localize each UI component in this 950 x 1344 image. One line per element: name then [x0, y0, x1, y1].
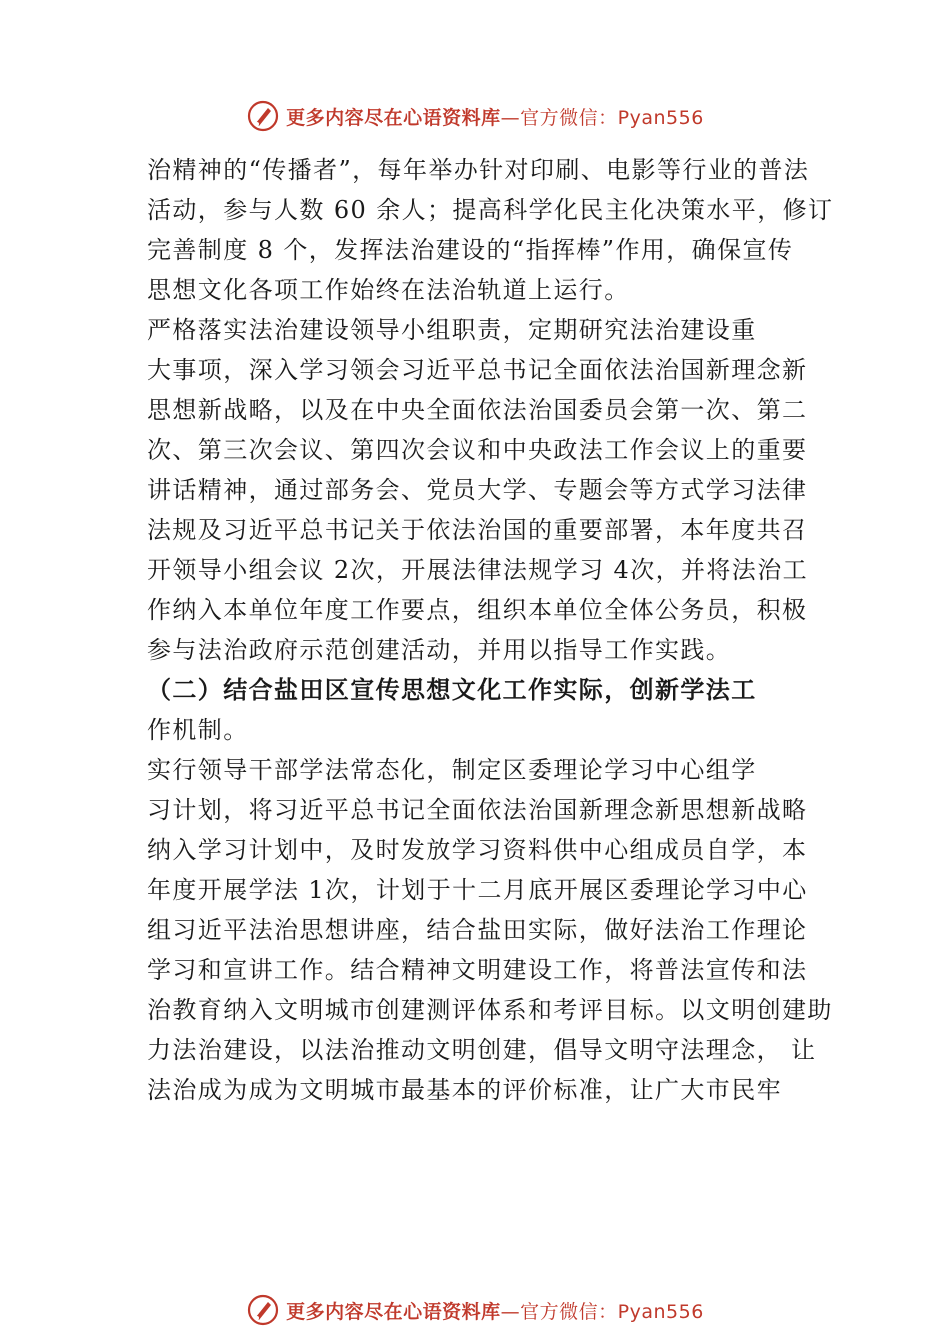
body-line: 完善制度 8 个，发挥法治建设的“指挥棒”作用，确保宣传 [147, 236, 794, 264]
body-line: 参与法治政府示范创建活动，并用以指导工作实践。 [147, 636, 732, 664]
body-line: 力法治建设，以法治推动文明创建，倡导文明守法理念， 让 [147, 1036, 817, 1064]
footer-banner [0, 1290, 950, 1330]
body-line: 习计划，将习近平总书记全面依法治国新理念新思想新战略 [147, 796, 808, 824]
body-line: 法规及习近平总书记关于依法治国的重要部署，本年度共召 [147, 516, 808, 544]
header-banner [0, 96, 950, 136]
banner-text [286, 1297, 704, 1324]
body-line: 讲话精神，通过部务会、党员大学、专题会等方式学习法律 [147, 476, 808, 504]
body-line: 治教育纳入文明城市创建测评体系和考评目标。以文明创建助 [147, 996, 833, 1024]
banner-suffix: —官方微信：Pyan556 [500, 1300, 704, 1323]
body-line: 实行领导干部学法常态化，制定区委理论学习中心组学 [147, 756, 757, 784]
body-line: 纳入学习计划中，及时发放学习资料供中心组成员自学，本 [147, 836, 808, 864]
body-line: 思想新战略，以及在中央全面依法治国委员会第一次、第二 [147, 396, 808, 424]
banner-prefix: 更多内容尽在心语资料库 [286, 1300, 501, 1323]
banner-suffix: —官方微信：Pyan556 [500, 106, 704, 129]
body-line: 年度开展学法 1次，计划于十二月底开展区委理论学习中心 [147, 876, 808, 904]
document-body [147, 150, 834, 1110]
body-line: 次、第三次会议、第四次会议和中央政法工作会议上的重要 [147, 436, 808, 464]
body-line: 学习和宣讲工作。结合精神文明建设工作，将普法宣传和法 [147, 956, 808, 984]
pen-circle-logo-icon [246, 99, 280, 133]
body-line: 作纳入本单位年度工作要点，组织本单位全体公务员，积极 [147, 596, 808, 624]
body-line: 组习近平法治思想讲座，结合盐田实际，做好法治工作理论 [147, 916, 808, 944]
banner-text [286, 103, 704, 130]
body-line: 思想文化各项工作始终在法治轨道上运行。 [147, 276, 630, 304]
body-line: 活动，参与人数 60 余人；提高科学化民主化决策水平，修订 [147, 196, 834, 224]
banner-prefix: 更多内容尽在心语资料库 [286, 106, 501, 129]
body-line: 严格落实法治建设领导小组职责，定期研究法治建设重 [147, 316, 757, 344]
pen-circle-logo-icon [246, 1293, 280, 1327]
body-line: 开领导小组会议 2次，开展法律法规学习 4次，并将法治工 [147, 556, 808, 584]
body-line: 法治成为成为文明城市最基本的评价标准，让广大市民牢 [147, 1076, 782, 1104]
section-heading-line: （二）结合盐田区宣传思想文化工作实际，创新学法工 [147, 675, 757, 704]
body-line: 治精神的“传播者”，每年举办针对印刷、电影等行业的普法 [147, 156, 810, 184]
section-heading-line: 作机制。 [147, 716, 249, 744]
body-line: 大事项，深入学习领会习近平总书记全面依法治国新理念新 [147, 356, 808, 384]
